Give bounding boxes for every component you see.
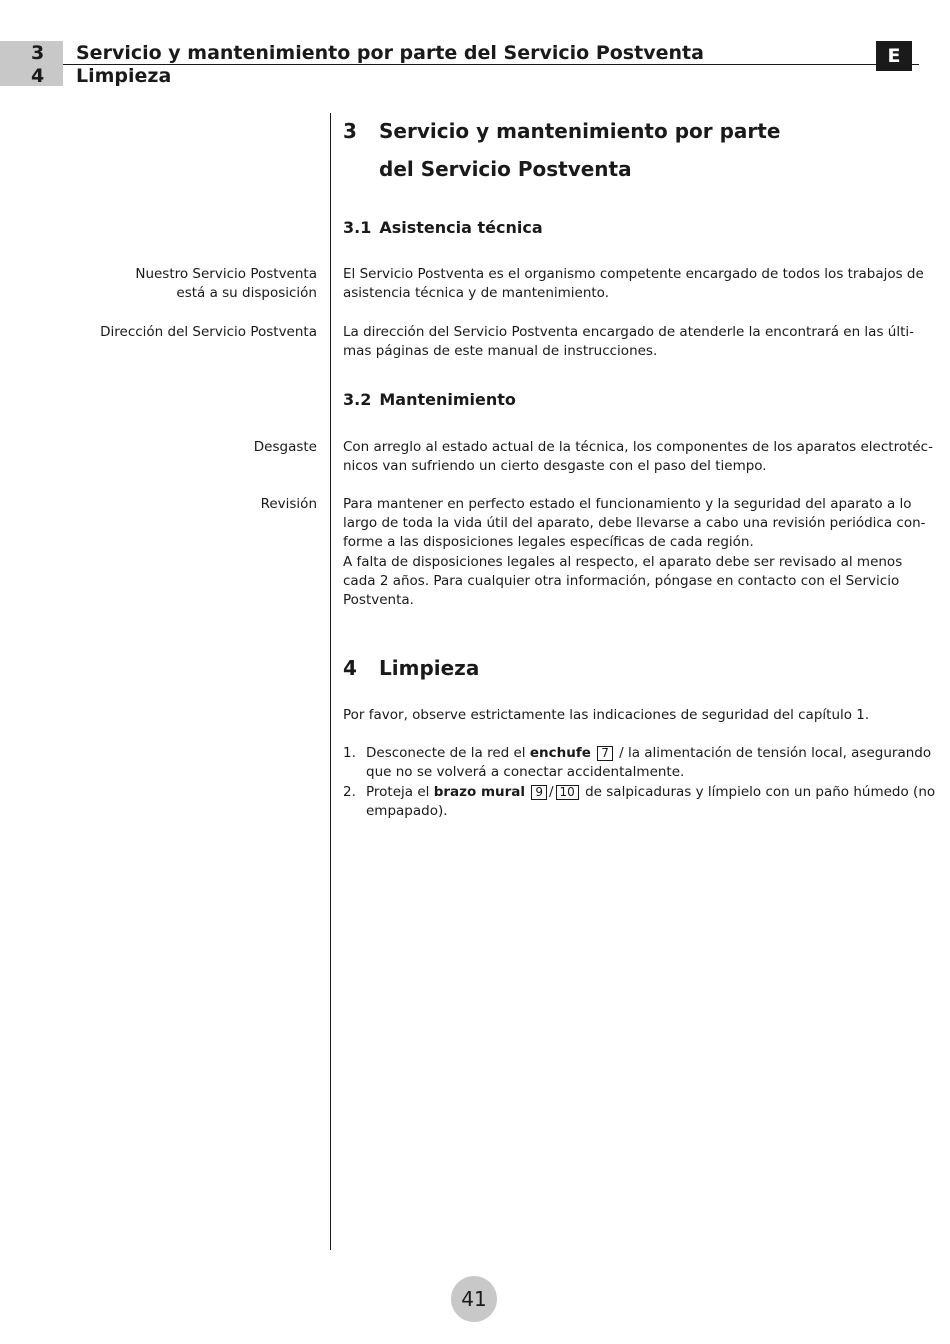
section-number: 3 [343, 119, 357, 143]
step-text: Desconecte de la red el [366, 745, 526, 761]
paragraph-line: nicos van sufriendo un cierto desgaste con el paso del tiempo. [343, 458, 767, 475]
step-text: que no se volverá a conectar accidentalmente. [366, 764, 685, 781]
column-divider [330, 113, 331, 1250]
subsection-number: 3.2 [343, 390, 372, 409]
step-text: de salpicaduras y límpielo con un paño húmedo (no [585, 784, 936, 800]
chapter-number: 3 [31, 42, 45, 64]
paragraph [343, 265, 924, 303]
subsection-number: 3.1 [343, 218, 372, 237]
step-text: / la alimentación de tensión local, asegurando [619, 745, 932, 761]
chapter-number: 4 [31, 65, 45, 87]
paragraph-line: mas páginas de este manual de instrucciones. [343, 343, 658, 360]
margin-note-line: está a su disposición [176, 285, 317, 301]
list-number: 1. [343, 745, 356, 761]
margin-note-line: Revisión [260, 496, 317, 512]
subsection-3-2-heading [343, 390, 913, 410]
language-badge: E [876, 41, 912, 71]
section-title-line: Limpieza [379, 656, 480, 680]
margin-note-line: Desgaste [253, 439, 317, 455]
margin-note [261, 495, 317, 514]
margin-note [254, 438, 317, 457]
margin-note-line: Nuestro Servicio Postventa [135, 266, 317, 282]
section-title-line: del Servicio Postventa [379, 157, 632, 181]
margin-note-line: Dirección del Servicio Postventa [100, 324, 317, 340]
paragraph-line: asistencia técnica y de mantenimiento. [343, 285, 609, 302]
margin-note [100, 323, 317, 342]
paragraph [343, 438, 933, 476]
paragraph-line: cada 2 años. Para cualquier otra información, póngase en contacto con el Servicio [343, 572, 900, 589]
figure-ref: 10 [556, 785, 579, 800]
paragraph-line: A falta de disposiciones legales al respecto, el aparato debe ser revisado al menos [343, 553, 903, 570]
section-number: 4 [343, 656, 357, 680]
section-3-heading [343, 112, 913, 150]
step-bold-term: enchufe [529, 745, 591, 761]
chapter-title: Limpieza [76, 65, 172, 87]
chapter-title: Servicio y mantenimiento por parte del Servicio Postventa [76, 42, 704, 64]
margin-note [135, 265, 317, 303]
list-number: 2. [343, 784, 356, 800]
paragraph-line: forme a las disposiciones legales específicas de cada región. [343, 534, 754, 551]
figure-ref: 7 [597, 746, 613, 761]
step-bold-term: brazo mural [433, 784, 526, 800]
list-item-body [366, 783, 935, 821]
paragraph [343, 706, 913, 725]
paragraph-line: Con arreglo al estado actual de la técnica, los componentes de los aparatos electrotéc- [343, 439, 933, 455]
step-text: / [548, 784, 554, 800]
step-text: Proteja el [366, 784, 430, 800]
paragraph-line: El Servicio Postventa es el organismo competente encargado de todos los trabajos de [343, 266, 924, 282]
section-4-heading [343, 649, 913, 687]
paragraph-line: Postventa. [343, 592, 414, 609]
list-item-body [366, 744, 931, 782]
header-rule [63, 64, 919, 65]
paragraph-line: largo de toda la vida útil del aparato, debe llevarse a cabo una revisión periódica con- [343, 515, 926, 532]
subsection-title: Asistencia técnica [379, 218, 543, 237]
page-number: 41 [451, 1276, 497, 1322]
subsection-title: Mantenimiento [379, 390, 516, 409]
paragraph [343, 323, 913, 361]
figure-ref: 9 [531, 785, 547, 800]
paragraph-line: Por favor, observe estrictamente las indicaciones de seguridad del capítulo 1. [343, 707, 870, 723]
section-title-line: Servicio y mantenimiento por parte [379, 119, 781, 143]
paragraph [343, 495, 926, 610]
paragraph-line: La dirección del Servicio Postventa encargado de atenderle la encontrará en las últi- [343, 324, 914, 340]
paragraph-line: Para mantener en perfecto estado el funcionamiento y la seguridad del aparato a lo [343, 496, 912, 512]
step-text: empapado). [366, 803, 448, 820]
subsection-3-1-heading [343, 218, 913, 238]
